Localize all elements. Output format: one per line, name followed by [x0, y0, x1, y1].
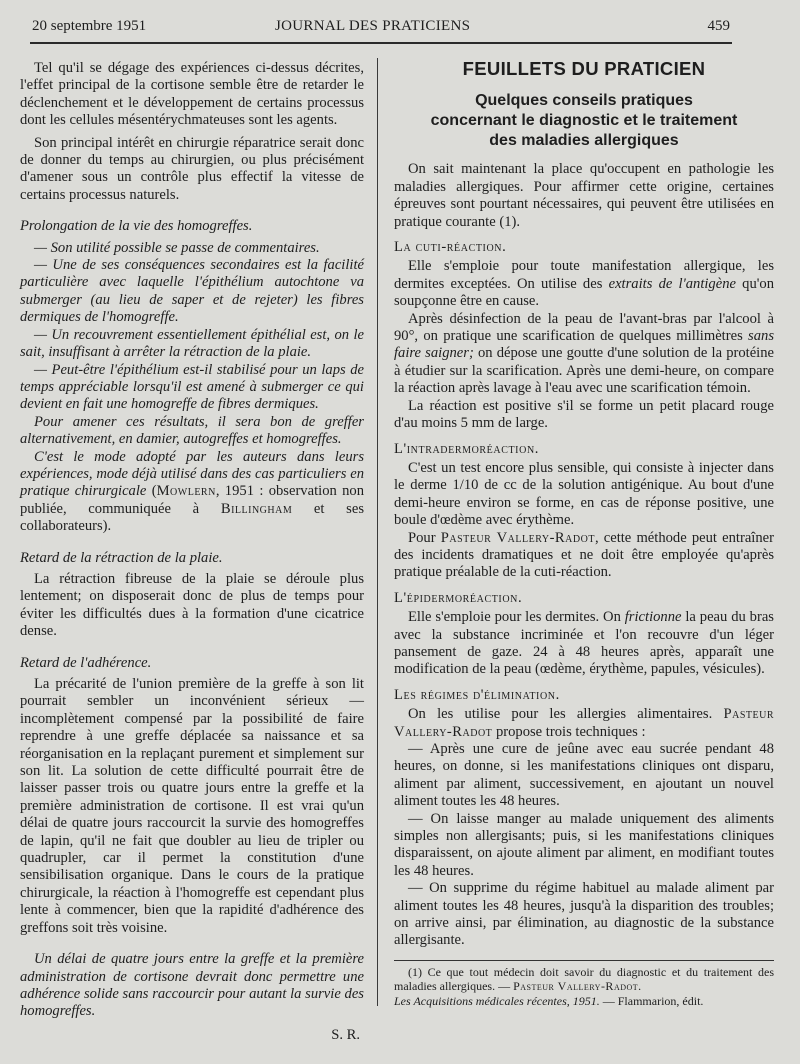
author-name: Pasteur Vallery-Radot: [394, 706, 774, 740]
signature: S. R.: [331, 1026, 360, 1043]
subheading: La cuti-réaction.: [394, 239, 507, 256]
paragraph: [394, 609, 774, 679]
section-title: Prolongation de la vie des homogreffes.: [20, 218, 253, 235]
header-date: 20 septembre 1951: [32, 18, 147, 34]
running-header: [30, 14, 732, 44]
author-name: Billingham: [220, 500, 293, 517]
author-name: Mowlern: [156, 483, 216, 500]
text-span: Les Acquisitions médicales récentes, 1951.: [394, 994, 600, 1009]
paragraph: La réaction est positive s'il se forme un petit placard rouge d'au moins 5 mm de large.: [394, 397, 774, 432]
text-span: On les utilise pour les allergies alimentaires.: [408, 706, 724, 723]
text-span: frictionne: [624, 609, 682, 626]
paragraph: La rétraction fibreuse de la plaie se déroule plus lentement; on disposerait donc de plus de temps pour éviter les difficultés dues à la formation d'une cicatrice dense.: [20, 570, 364, 640]
paragraph: Tel qu'il se dégage des expériences ci-dessus décrites, l'effet principal de la cortisone semble être de retarder le déclenchement et le développement de certains processus dont les cellules mésentérychmateuses sont les agents.: [20, 60, 364, 129]
paragraph: [394, 258, 774, 310]
text-span: C'est le mode adopté par les auteurs dans leurs expériences, mode déjà utilisé dans des cas particuliers en pratique chirurgicale: [20, 448, 364, 500]
section-title: Retard de la rétraction de la plaie.: [20, 549, 223, 566]
text-span: (: [146, 483, 157, 500]
subheading: L'intradermoréaction.: [394, 440, 540, 457]
text-span: Pour: [408, 529, 441, 546]
paragraph: C'est un test encore plus sensible, qui consiste à injecter dans le derme 1/10 de cc de la solution antigénique. Au bout d'une demi-heure environ se forme, en cas de réponse positive, une boule d'œdème avec érythème.: [394, 459, 774, 529]
text-span: , cette méthode peut entraîner des incidents dramatiques et ne doit être employée qu'après pratique préalable de la cuti-réaction.: [394, 529, 774, 581]
text-span: .: [638, 979, 642, 994]
paragraph: — Un recouvrement essentiellement épithélial est, on le sait, insuffisant à arrêter la rétraction de la plaie.: [20, 326, 364, 361]
text-span: Après désinfection de la peau de l'avant-bras par l'alcool à 90°, on pratique une scarification de quelques millimètres: [394, 310, 774, 345]
header-page-number: 459: [707, 18, 730, 34]
text-span: et ses collaborateurs).: [20, 500, 364, 535]
right-column: [394, 60, 774, 1009]
text-span: (1) Ce que tout médecin doit savoir du diagnostic et du traitement des maladies allergiques. —: [394, 964, 774, 994]
text-span: on dépose une goutte d'une solution de la protéine à étudier sur la scarification. Après une demi-heure, on compare la réaction après lavage à l'eau avec une scarification témoin.: [394, 345, 775, 397]
text-span: , 1951 : observation non publiée, communiquée à: [20, 483, 364, 517]
rubric-title: FEUILLETS DU PRATICIEN: [462, 58, 706, 79]
article-title-line: concernant le diagnostic et le traitement: [430, 112, 738, 130]
author-name: Pasteur Vallery-Radot: [513, 979, 639, 994]
paragraph: — Peut-être l'épithélium est-il stabilisé pour un laps de temps appréciable lorsqu'il est amené à submerger ce qui devient en fait une homogreffe de fibres dermiques.: [20, 361, 364, 413]
paragraph: — On supprime du régime habituel au malade aliment par aliment toutes les 48 heures, jusqu'à la disparition des troubles; on arrive ainsi, par élimination, au diagnostic de la substance allergisante.: [394, 880, 774, 949]
paragraph: Un délai de quatre jours entre la greffe et la première administration de cortisone devrait donc permettre une adhérence solide sans raccourcir pour autant la survie des homogreffes.: [20, 951, 364, 1020]
footnote: [394, 965, 774, 1009]
paragraph: Son principal intérêt en chirurgie réparatrice serait donc de donner du temps au chirurgien, ou plus précisément d'amener sous un contrôle plus effectif la vitesse de certains processus naturels.: [20, 134, 364, 203]
subheading: L'épidermoréaction.: [394, 589, 523, 606]
left-column: [20, 60, 364, 1044]
paragraph: [20, 449, 364, 536]
column-divider: [377, 58, 378, 1006]
paragraph: [394, 530, 774, 582]
text-span: propose trois techniques :: [492, 723, 646, 740]
text-span: Elle s'emploie pour toute manifestation allergique, les dermites exceptées. On utilise des: [394, 258, 774, 292]
text-span: sans faire saigner;: [394, 328, 774, 362]
text-span: — Flammarion, édit.: [599, 994, 704, 1009]
paragraph: — Après une cure de jeûne avec eau sucrée pendant 48 heures, on donne, si les manifestations cliniques ont disparu, aliment par aliment, successivement, en ajoutant un nouvel aliment toutes les 48 heures.: [394, 741, 774, 810]
footnote-rule: [394, 960, 774, 961]
article-title-line: Quelques conseils pratiques: [475, 92, 693, 110]
text-span: Elle s'emploie pour les dermites. On: [408, 609, 625, 626]
paragraph: — Son utilité possible se passe de commentaires.: [34, 239, 320, 256]
text-span: la peau du bras avec la substance incriminée et l'on recouvre d'un léger pansement de gaze. 24 à 48 heures après, apparaît une modification de la peau (œdème, érythème, papules, vésicules).: [394, 609, 774, 678]
paragraph: On sait maintenant la place qu'occupent en pathologie les maladies allergiques. Pour affirmer cette origine, certaines épreuves sont pourtant nécessaires, qui peuvent être utilisées en pratique courante (1).: [394, 161, 774, 230]
paragraph: [394, 311, 774, 398]
header-journal-title: JOURNAL DES PRATICIENS: [275, 18, 471, 34]
article-title: [394, 91, 774, 151]
text-span: extraits de l'antigène: [608, 275, 736, 292]
text-span: qu'on soupçonne être en cause.: [394, 275, 775, 310]
paragraph: La précarité de l'union première de la greffe à son lit pourrait sembler un inconvénient sérieux — incomplètement compensé par la possibilité de faire reprendre à une greffe déplacée sa naissance et sa réorganisation en la replaçant purement et simplement sur son lit. La solution de cette difficulté pourrait être de laisser passer trois ou quatre jours entre la greffe et la première administration de cortisone. Il est vrai qu'un délai de quatre jours raccourcit la survie des homogreffes de lapin, qu'il ne fait que doubler au lieu de tripler ou quadrupler, car il permet la constitution d'une sensibilisation organique. Dans le cours de la pratique chirurgicale, la réaction à l'homogreffe est cependant plus lente à commencer, bien que la rapidité d'adhérence des greffons soit très voisine.: [20, 676, 364, 936]
paragraph: Pour amener ces résultats, il sera bon de greffer alternativement, en damier, autogreffes et homogreffes.: [20, 413, 364, 448]
paragraph: — On laisse manger au malade uniquement des aliments simples non allergisants; puis, si les manifestations cliniques disparaissent, on ajoute aliment par aliment, en modifiant toutes les 48 heures.: [394, 810, 774, 879]
subheading: Les régimes d'élimination.: [394, 686, 560, 703]
author-name: Pasteur Vallery-Radot: [440, 529, 595, 546]
article-title-line: des maladies allergiques: [489, 132, 679, 150]
paragraph: [394, 706, 774, 741]
paragraph: — Une de ses conséquences secondaires est la facilité particulière avec laquelle l'épithélium autochtone va submerger (au lieu de saper et de rejeter) les fibres dermiques de l'homogreffe.: [20, 257, 364, 326]
section-title: Retard de l'adhérence.: [20, 654, 152, 671]
